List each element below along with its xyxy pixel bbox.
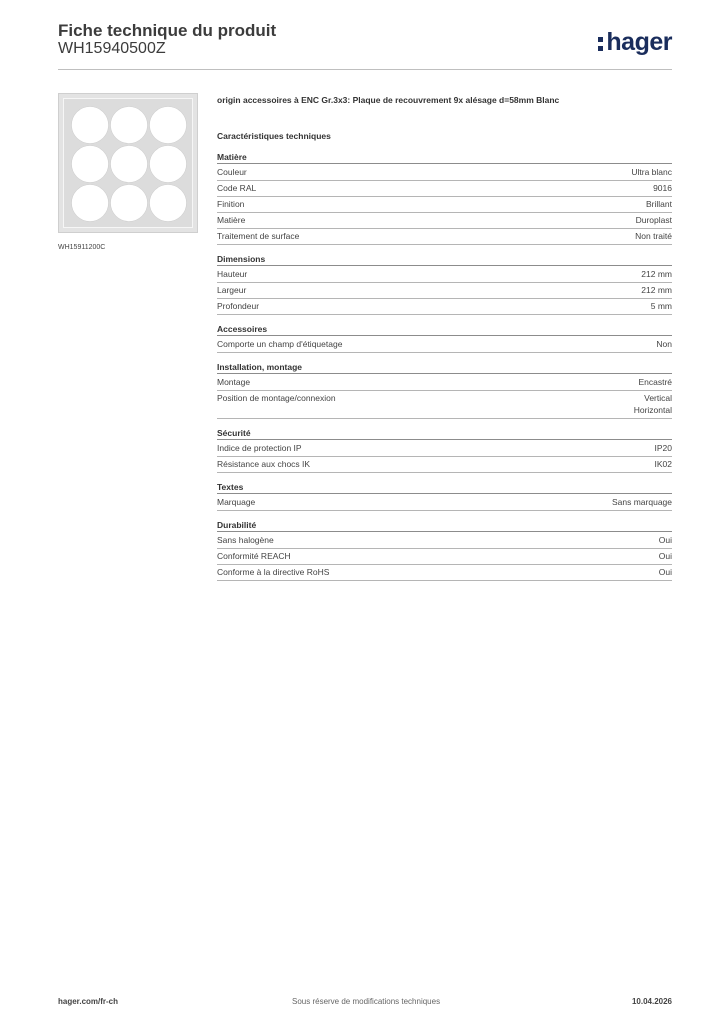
logo-colon-icon [598, 37, 603, 51]
spec-label: Montage [217, 377, 251, 387]
logo-text: hager [606, 28, 672, 56]
plate-holes [59, 94, 199, 234]
spec-section [217, 152, 672, 245]
spec-value: Oui [658, 567, 672, 577]
spec-value: 212 mm [641, 285, 672, 295]
page-footer [58, 997, 672, 1009]
product-reference: WH15940500Z [58, 40, 166, 57]
spec-value: Oui [658, 535, 672, 545]
spec-label: Code RAL [217, 183, 257, 193]
spec-section [217, 428, 672, 473]
spec-label: Indice de protection IP [217, 443, 302, 453]
spec-row [217, 198, 672, 213]
section-title: Textes [217, 482, 672, 494]
spec-value: Oui [658, 551, 672, 561]
spec-label: Largeur [217, 285, 247, 295]
spec-value: Non [656, 339, 672, 349]
plate-hole [150, 185, 187, 222]
spec-label: Comporte un champ d'étiquetage [217, 339, 343, 349]
spec-label: Traitement de surface [217, 231, 300, 241]
spec-row [217, 338, 672, 353]
spec-row [217, 182, 672, 197]
spec-value: Encastré [638, 377, 672, 387]
spec-row [217, 284, 672, 299]
spec-row [217, 300, 672, 315]
spec-value: IP20 [654, 443, 672, 453]
spec-row [217, 534, 672, 549]
spec-label: Matière [217, 215, 246, 225]
spec-row [217, 214, 672, 229]
document-title: Fiche technique du produit [58, 21, 277, 40]
spec-value: 5 mm [650, 301, 672, 311]
spec-value: Duroplast [635, 215, 672, 225]
spec-label: Conformité REACH [217, 551, 291, 561]
spec-section [217, 324, 672, 353]
spec-row [217, 376, 672, 391]
product-image [58, 93, 198, 233]
spec-value: Vertical Horizontal [633, 393, 672, 415]
footer-disclaimer: Sous réserve de modifications techniques [292, 997, 441, 1006]
spec-label: Sans halogène [217, 535, 274, 545]
spec-section [217, 520, 672, 581]
footer-date: 10.04.2026 [631, 997, 672, 1006]
spec-label: Hauteur [217, 269, 248, 279]
spec-row [217, 230, 672, 245]
spec-section [217, 254, 672, 315]
plate-hole [111, 185, 148, 222]
spec-label: Marquage [217, 497, 256, 507]
plate-hole [72, 185, 109, 222]
spec-row [217, 496, 672, 511]
spec-row [217, 442, 672, 457]
spec-row [217, 268, 672, 283]
spec-sections [217, 152, 672, 581]
spec-label: Finition [217, 199, 245, 209]
plate-hole [150, 107, 187, 144]
section-title: Dimensions [217, 254, 672, 266]
spec-value: Ultra blanc [631, 167, 672, 177]
spec-section [217, 362, 672, 419]
spec-value: Non traité [635, 231, 672, 241]
plate-hole [111, 107, 148, 144]
product-content [217, 95, 672, 590]
spec-label: Couleur [217, 167, 247, 177]
spec-row [217, 550, 672, 565]
spec-section [217, 482, 672, 511]
spec-value: Sans marquage [611, 497, 672, 507]
spec-value: 9016 [653, 183, 672, 193]
spec-label: Conforme à la directive RoHS [217, 567, 330, 577]
hager-logo [598, 29, 672, 55]
product-description: origin accessoires à ENC Gr.3x3: Plaque de recouvrement 9x alésage d=58mm Blanc [217, 95, 560, 105]
spec-value: 212 mm [641, 269, 672, 279]
plate-hole [72, 146, 109, 183]
spec-label: Résistance aux chocs IK [217, 459, 311, 469]
section-title: Installation, montage [217, 362, 672, 374]
section-title: Matière [217, 152, 672, 164]
footer-website: hager.com/fr-ch [58, 997, 119, 1006]
section-title: Accessoires [217, 324, 672, 336]
spec-row [217, 392, 672, 419]
section-title: Durabilité [217, 520, 672, 532]
plate-hole [111, 146, 148, 183]
spec-row [217, 166, 672, 181]
page-header [58, 20, 672, 70]
spec-value: IK02 [654, 459, 672, 469]
spec-value: Brillant [646, 199, 672, 209]
spec-label: Position de montage/connexion [217, 393, 336, 403]
spec-row [217, 566, 672, 581]
plate-hole [150, 146, 187, 183]
section-title: Sécurité [217, 428, 672, 440]
technical-characteristics-heading: Caractéristiques techniques [217, 131, 331, 141]
plate-hole [72, 107, 109, 144]
spec-row [217, 458, 672, 473]
spec-label: Profondeur [217, 301, 260, 311]
image-caption: WH15911200C [58, 244, 106, 251]
